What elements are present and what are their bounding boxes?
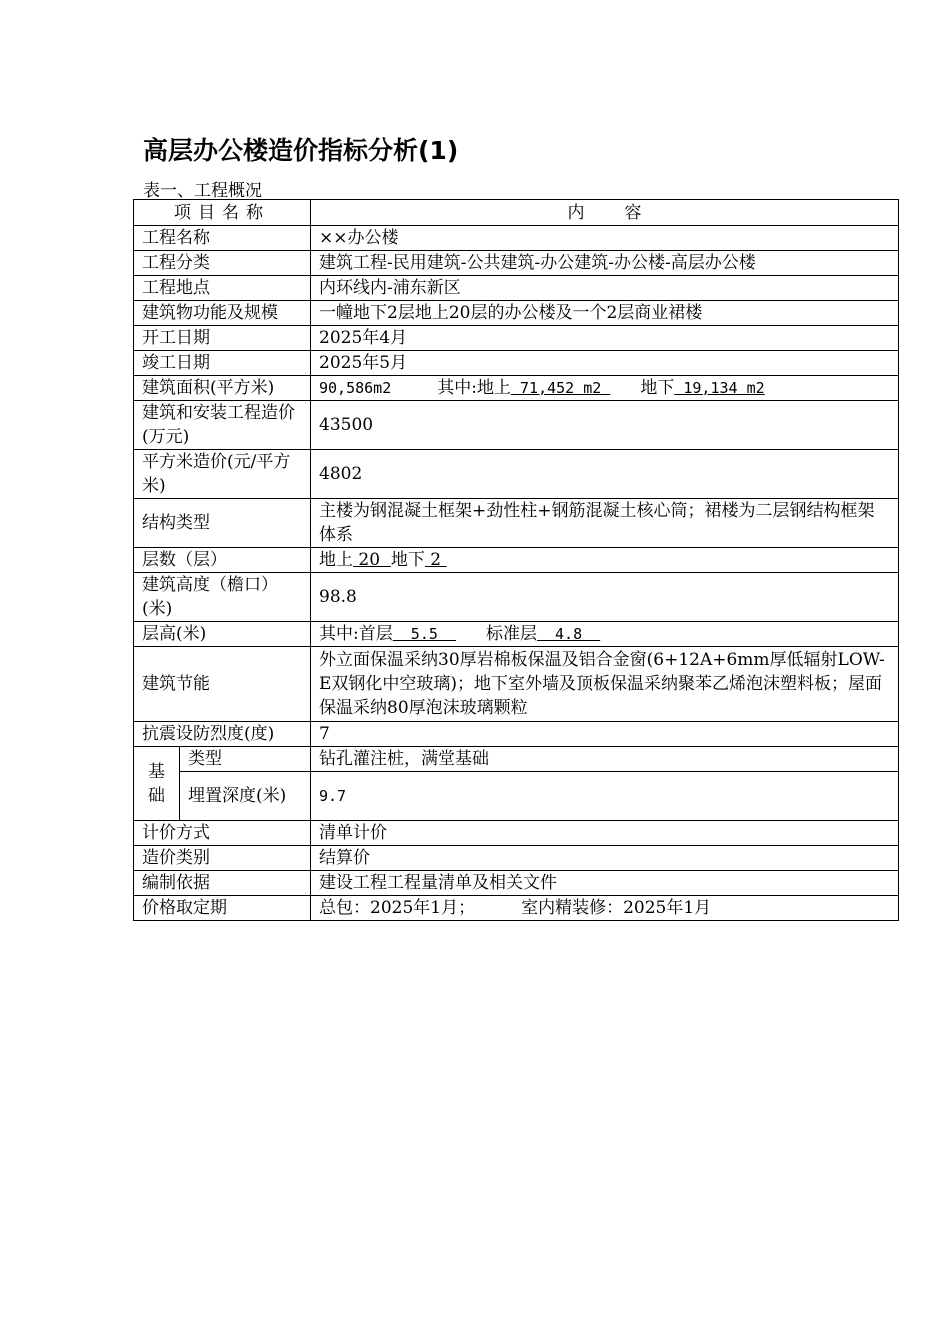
row-value bbox=[311, 376, 899, 401]
project-overview-table bbox=[133, 199, 899, 921]
floor-height-std-prefix: 标准层 bbox=[485, 624, 537, 644]
price-date-general: 总包：2025年1月； bbox=[319, 898, 476, 918]
floors-below-value: 2 bbox=[424, 550, 447, 570]
table-row bbox=[134, 871, 899, 896]
table-row bbox=[134, 622, 899, 647]
row-label: 造价类别 bbox=[134, 846, 311, 871]
table-row bbox=[134, 351, 899, 376]
row-label: 建筑和安装工程造价(万元) bbox=[134, 401, 311, 450]
row-label: 计价方式 bbox=[134, 821, 311, 846]
foundation-group-label: 基础 bbox=[134, 747, 180, 821]
table-caption: 表一、工程概况 bbox=[143, 181, 262, 201]
table-row bbox=[134, 573, 899, 622]
row-value: ××办公楼 bbox=[311, 226, 899, 251]
row-value bbox=[311, 622, 899, 647]
row-value: 内环线内-浦东新区 bbox=[311, 276, 899, 301]
floor-height-first-prefix: 其中:首层 bbox=[319, 624, 393, 644]
page-title: 高层办公楼造价指标分析(1) bbox=[143, 136, 459, 165]
table-row bbox=[134, 251, 899, 276]
table-header-row bbox=[134, 200, 899, 226]
row-label: 建筑节能 bbox=[134, 647, 311, 722]
table-row bbox=[134, 499, 899, 548]
table-row bbox=[134, 301, 899, 326]
floors-above-prefix: 地上 bbox=[319, 550, 353, 570]
row-label: 类型 bbox=[180, 747, 311, 772]
row-value: 主楼为钢混凝土框架+劲性柱+钢筋混凝土核心筒；裙楼为二层钢结构框架体系 bbox=[311, 499, 899, 548]
row-label: 建筑面积(平方米) bbox=[134, 376, 311, 401]
row-value: 钻孔灌注桩，满堂基础 bbox=[311, 747, 899, 772]
row-label: 价格取定期 bbox=[134, 896, 311, 921]
table-row bbox=[134, 226, 899, 251]
floors-above-value: 20 bbox=[353, 550, 391, 570]
row-value: 外立面保温采纳30厚岩棉板保温及铝合金窗(6+12A+6mm厚低辐射LOW-E双钢化中空玻璃)；地下室外墙及顶板保温采纳聚苯乙烯泡沫塑料板；屋面保温采纳80厚泡沫玻璃颗粒 bbox=[311, 647, 899, 722]
area-below-value: 19,134 m2 bbox=[674, 379, 765, 397]
row-value: 2025年5月 bbox=[311, 351, 899, 376]
floor-height-std-value: 4.8 bbox=[536, 625, 601, 643]
table-row bbox=[134, 376, 899, 401]
table-row bbox=[134, 722, 899, 747]
area-above-value: 71,452 m2 bbox=[510, 379, 611, 397]
row-value: 7 bbox=[311, 722, 899, 747]
price-date-interior: 室内精装修：2025年1月 bbox=[521, 898, 712, 918]
table-row bbox=[134, 548, 899, 573]
row-label: 编制依据 bbox=[134, 871, 311, 896]
row-value: 4802 bbox=[311, 450, 899, 499]
row-value: 98.8 bbox=[311, 573, 899, 622]
row-label: 开工日期 bbox=[134, 326, 311, 351]
table-row bbox=[134, 821, 899, 846]
row-label: 竣工日期 bbox=[134, 351, 311, 376]
row-value: 2025年4月 bbox=[311, 326, 899, 351]
row-value: 建筑工程-民用建筑-公共建筑-办公建筑-办公楼-高层办公楼 bbox=[311, 251, 899, 276]
row-label: 工程分类 bbox=[134, 251, 311, 276]
row-value: 9.7 bbox=[311, 772, 899, 821]
row-value: 建设工程工程量清单及相关文件 bbox=[311, 871, 899, 896]
row-value: 清单计价 bbox=[311, 821, 899, 846]
row-value: 一幢地下2层地上20层的办公楼及一个2层商业裙楼 bbox=[311, 301, 899, 326]
row-label: 平方米造价(元/平方米) bbox=[134, 450, 311, 499]
row-value bbox=[311, 896, 899, 921]
floors-below-prefix: 地下 bbox=[390, 550, 425, 570]
row-value: 43500 bbox=[311, 401, 899, 450]
row-label: 埋置深度(米) bbox=[180, 772, 311, 821]
row-label: 建筑物功能及规模 bbox=[134, 301, 311, 326]
table-row bbox=[134, 276, 899, 301]
row-value bbox=[311, 548, 899, 573]
row-label: 结构类型 bbox=[134, 499, 311, 548]
row-label: 层数（层） bbox=[134, 548, 311, 573]
area-total: 90,586m2 bbox=[319, 379, 392, 397]
table-row bbox=[134, 647, 899, 722]
table-row bbox=[134, 450, 899, 499]
table-row bbox=[134, 747, 899, 772]
row-value: 结算价 bbox=[311, 846, 899, 871]
row-label: 工程地点 bbox=[134, 276, 311, 301]
table-row bbox=[134, 896, 899, 921]
floor-height-first-value: 5.5 bbox=[392, 625, 456, 643]
row-label: 建筑高度（檐口）(米) bbox=[134, 573, 311, 622]
table-row bbox=[134, 326, 899, 351]
area-below-prefix: 地下 bbox=[640, 378, 675, 398]
header-name-cell: 项目名称 bbox=[134, 200, 311, 226]
table-row bbox=[134, 846, 899, 871]
area-above-prefix: 其中:地上 bbox=[437, 378, 511, 398]
row-label: 抗震设防烈度(度) bbox=[134, 722, 311, 747]
row-label: 层高(米) bbox=[134, 622, 311, 647]
row-label: 工程名称 bbox=[134, 226, 311, 251]
table-row bbox=[134, 401, 899, 450]
header-content-cell: 内 容 bbox=[311, 200, 899, 226]
table-row bbox=[134, 772, 899, 821]
